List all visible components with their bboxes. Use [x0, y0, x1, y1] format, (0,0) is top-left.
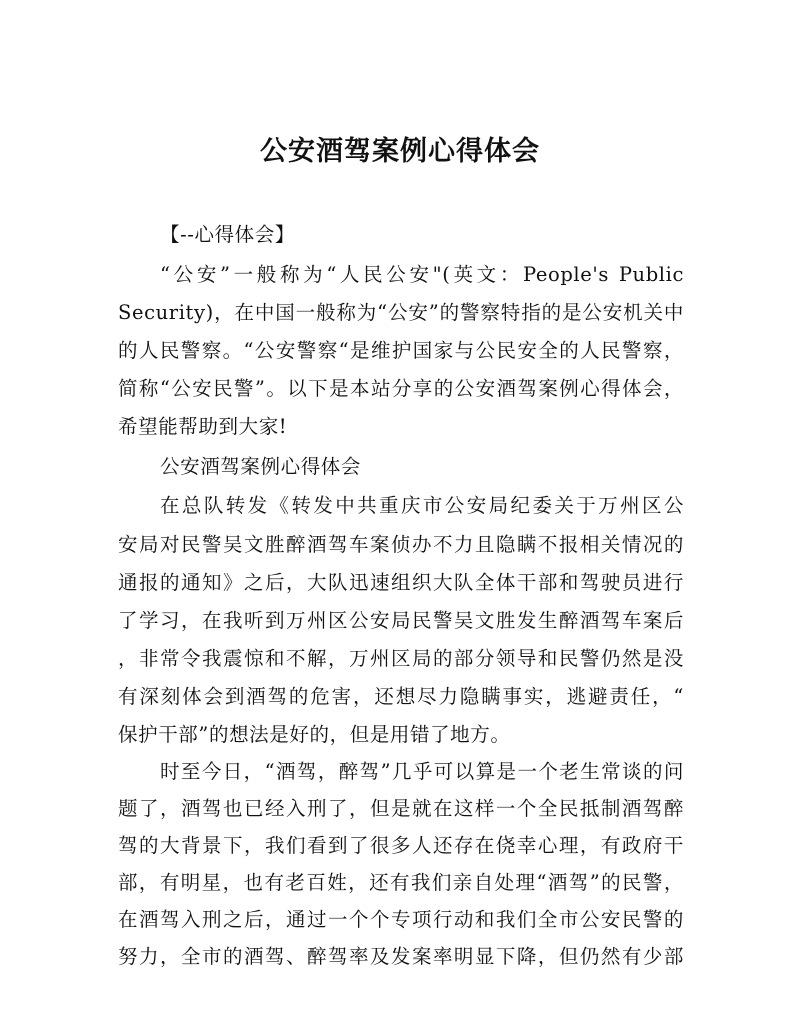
paragraph-line: 驾的大背景下，我们看到了很多人还存在侥幸心理，有政府干	[118, 834, 684, 857]
paragraph-line: 部，有明星，也有老百姓，还有我们亲自处理“酒驾”的民警，	[118, 871, 684, 894]
paragraph-line: 在酒驾入刑之后，通过一个个专项行动和我们全市公安民警的	[118, 908, 684, 931]
paragraph-line: “公安”一般称为“人民公安"(英文：People's Public	[160, 263, 684, 286]
paragraph-line: ，非常令我震惊和不解，万州区局的部分领导和民警仍然是没	[118, 647, 684, 670]
paragraph-line: Security)，在中国一般称为“公安”的警察特指的是公安机关中	[118, 301, 684, 324]
paragraph-line: 了学习，在我听到万州区公安局民警吴文胜发生醉酒驾车案后	[118, 609, 684, 632]
paragraph-line: 的人民警察。“公安警察“是维护国家与公民安全的人民警察，	[118, 339, 684, 362]
paragraph-line: 通报的通知》之后，大队迅速组织大队全体干部和驾驶员进行	[118, 571, 684, 594]
paragraph-line: 努力，全市的酒驾、醉驾率及发案率明显下降，但仍然有少部	[118, 945, 684, 968]
paragraph-line: 希望能帮助到大家!	[118, 415, 288, 438]
paragraph-line: 有深刻体会到酒驾的危害，还想尽力隐瞒事实，逃避责任，“	[118, 685, 684, 708]
paragraph-line: 题了，酒驾也已经入刑了，但是就在这样一个全民抵制酒驾醉	[118, 797, 684, 820]
paragraph-line: 保护干部”的想法是好的，但是用错了地方。	[118, 723, 511, 746]
document-title: 公安酒驾案例心得体会	[260, 136, 540, 167]
category-tag-line: 【--心得体会】	[160, 223, 295, 246]
paragraph-line: 安局对民警吴文胜醉酒驾车案侦办不力且隐瞒不报相关情况的	[118, 533, 684, 556]
section-heading: 公安酒驾案例心得体会	[160, 455, 362, 478]
paragraph-line: 简称“公安民警”。以下是本站分享的公安酒驾案例心得体会，	[118, 377, 684, 400]
paragraph-line: 在总队转发《转发中共重庆市公安局纪委关于万州区公	[160, 494, 684, 517]
paragraph-line: 时至今日，“酒驾，醉驾”几乎可以算是一个老生常谈的问	[160, 760, 684, 783]
